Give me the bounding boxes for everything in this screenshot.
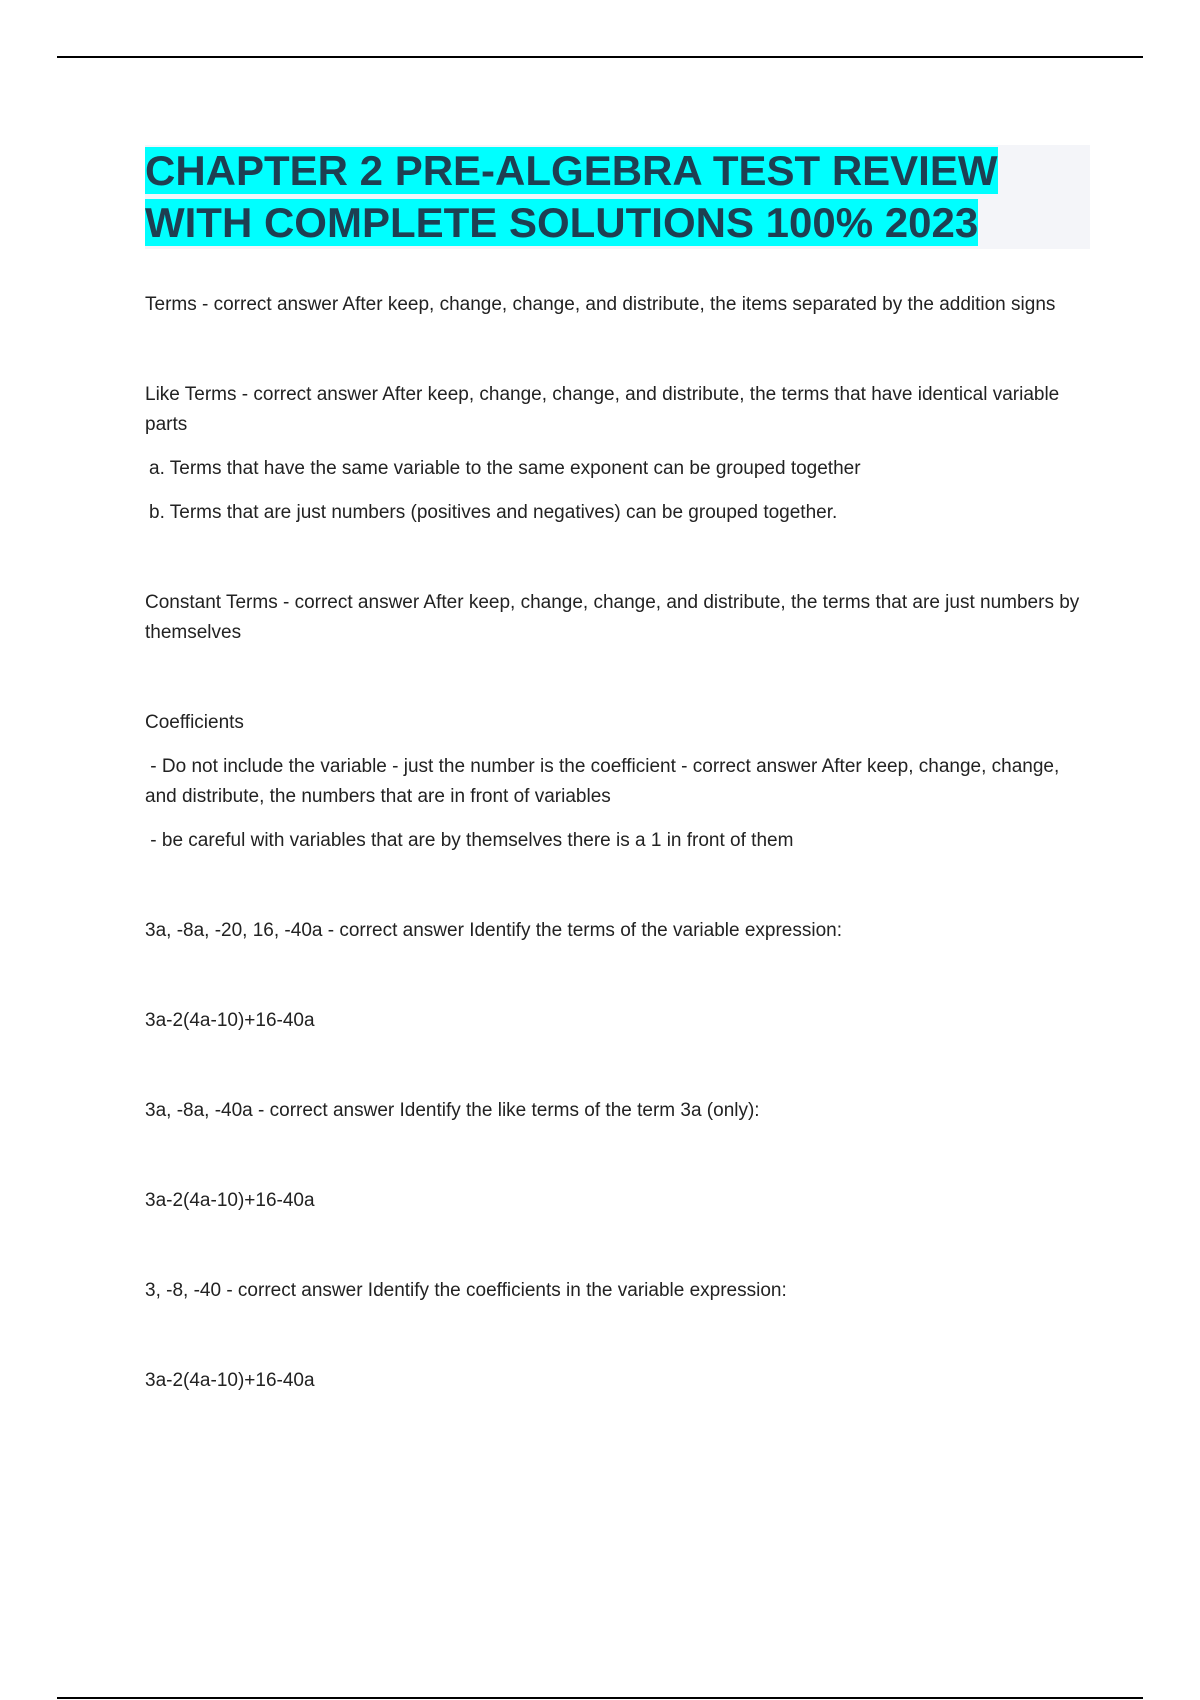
entry-identify-coefficients: 3, -8, -40 - correct answer Identify the coefficients in the variable expression: [145, 1280, 787, 1301]
document-title [145, 145, 1090, 249]
bottom-rule [57, 1697, 1143, 1699]
entry-like-terms-b: b. Terms that are just numbers (positives and negatives) can be grouped together. [149, 502, 838, 523]
document-body [145, 145, 1090, 1396]
title-line-2: WITH COMPLETE SOLUTIONS 100% 2023 [145, 199, 979, 246]
entry-coefficients-note-2: - be careful with variables that are by themselves there is a 1 in front of them [145, 830, 794, 851]
entry-identify-like-terms: 3a, -8a, -40a - correct answer Identify the like terms of the term 3a (only): [145, 1100, 760, 1121]
entry-like-terms: Like Terms - correct answer After keep, change, change, and distribute, the terms that have identical variable parts [145, 384, 1060, 435]
entry-constant-terms: Constant Terms - correct answer After keep, change, change, and distribute, the terms that are just numbers by themselves [145, 592, 1080, 643]
title-line-1: CHAPTER 2 PRE-ALGEBRA TEST REVIEW [145, 147, 998, 194]
entry-like-terms-a: a. Terms that have the same variable to the same exponent can be grouped together [149, 458, 861, 479]
top-rule [57, 56, 1143, 58]
title-block [145, 145, 1090, 249]
entry-coefficients: Coefficients [145, 712, 244, 733]
expression-1: 3a-2(4a-10)+16-40a [145, 1010, 315, 1031]
expression-2: 3a-2(4a-10)+16-40a [145, 1190, 315, 1211]
entry-coefficients-note-1: - Do not include the variable - just the number is the coefficient - correct answer After keep, change, change, and distribute, the numbers that are in front of variables [145, 756, 1065, 807]
entry-terms: Terms - correct answer After keep, change, change, and distribute, the items separated by the addition signs [145, 294, 1056, 315]
entry-identify-terms: 3a, -8a, -20, 16, -40a - correct answer Identify the terms of the variable expression: [145, 920, 843, 941]
expression-3: 3a-2(4a-10)+16-40a [145, 1370, 315, 1391]
